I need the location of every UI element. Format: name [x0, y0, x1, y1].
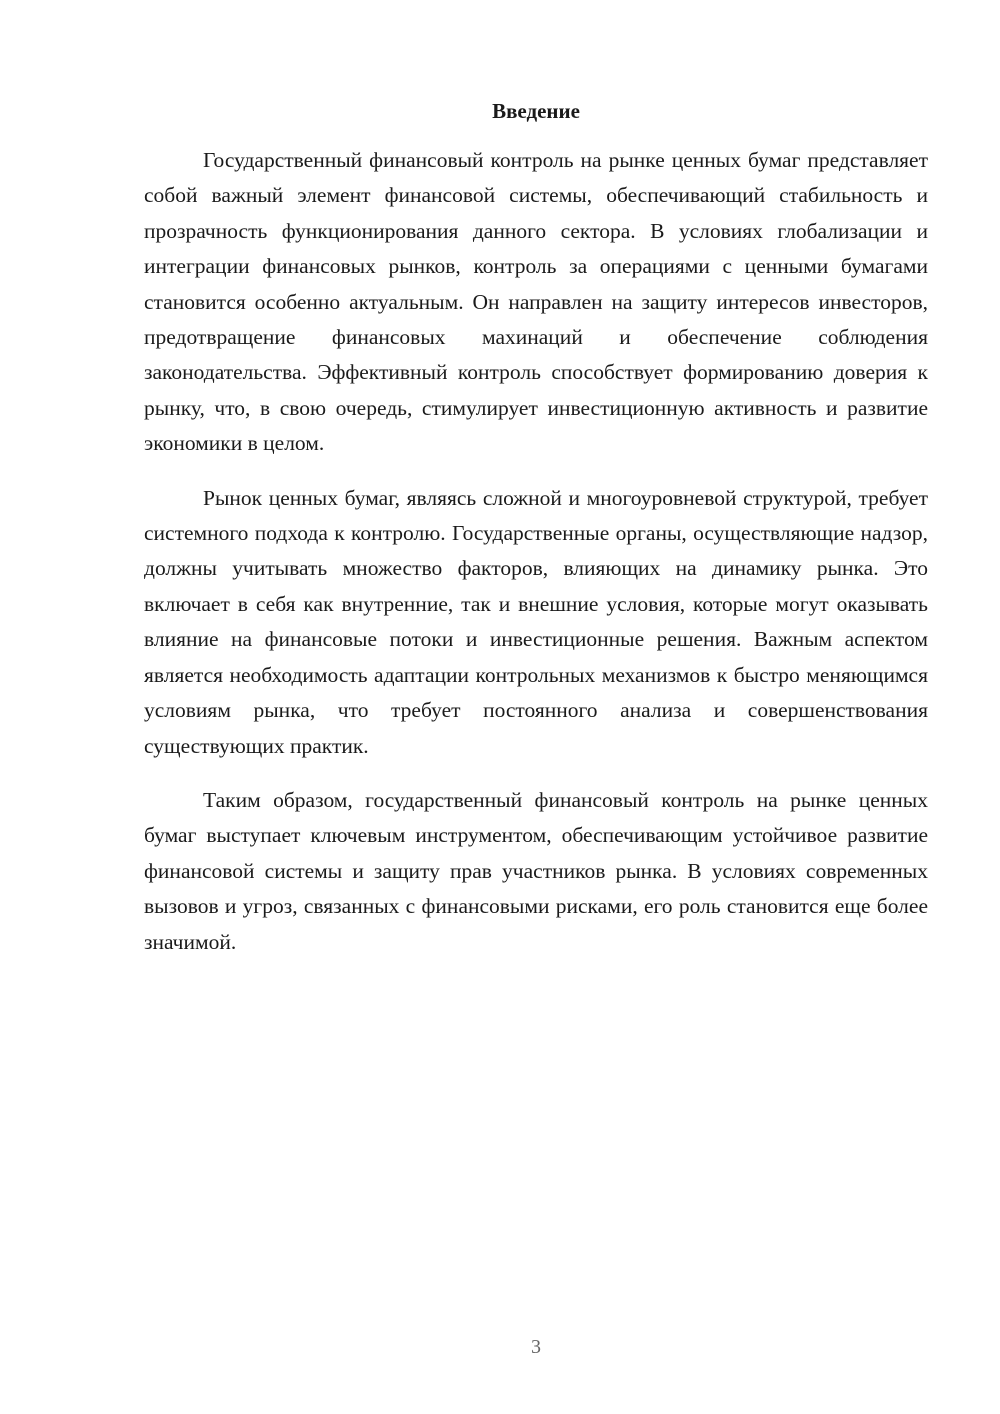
page-number: 3	[531, 1336, 541, 1358]
paragraph-1: Государственный финансовый контроль на рынке ценных бумаг представляет собой важный элемент финансовой системы, обеспечивающий стабильность и прозрачность функционирования данного сектора. В условиях глобализации и интеграции финансовых рынков, контроль за операциями с ценными бумагами становится особенно актуальным. Он направлен на защиту интересов инвесторов, предотвращение финансовых махинаций и обеспечение соблюдения законодательства. Эффективный контроль способствует формированию доверия к рынку, что, в свою очередь, стимулирует инвестиционную активность и развитие экономики в целом.	[144, 148, 928, 456]
paragraph-3: Таким образом, государственный финансовый контроль на рынке ценных бумаг выступает ключевым инструментом, обеспечивающим устойчивое развитие финансовой системы и защиту прав участников рынка. В условиях современных вызовов и угроз, связанных с финансовыми рисками, его роль становится еще более значимой.	[144, 787, 928, 954]
section-title: Введение	[492, 99, 580, 123]
body-text	[144, 143, 928, 979]
paragraph-2: Рынок ценных бумаг, являясь сложной и многоуровневой структурой, требует системного подхода к контролю. Государственные органы, осуществляющие надзор, должны учитывать множество факторов, влияющих на динамику рынка. Это включает в себя как внутренние, так и внешние условия, которые могут оказывать влияние на финансовые потоки и инвестиционные решения. Важным аспектом является необходимость адаптации контрольных механизмов к быстро меняющимся условиям рынка, что требует постоянного анализа и совершенствования существующих практик.	[144, 485, 928, 758]
